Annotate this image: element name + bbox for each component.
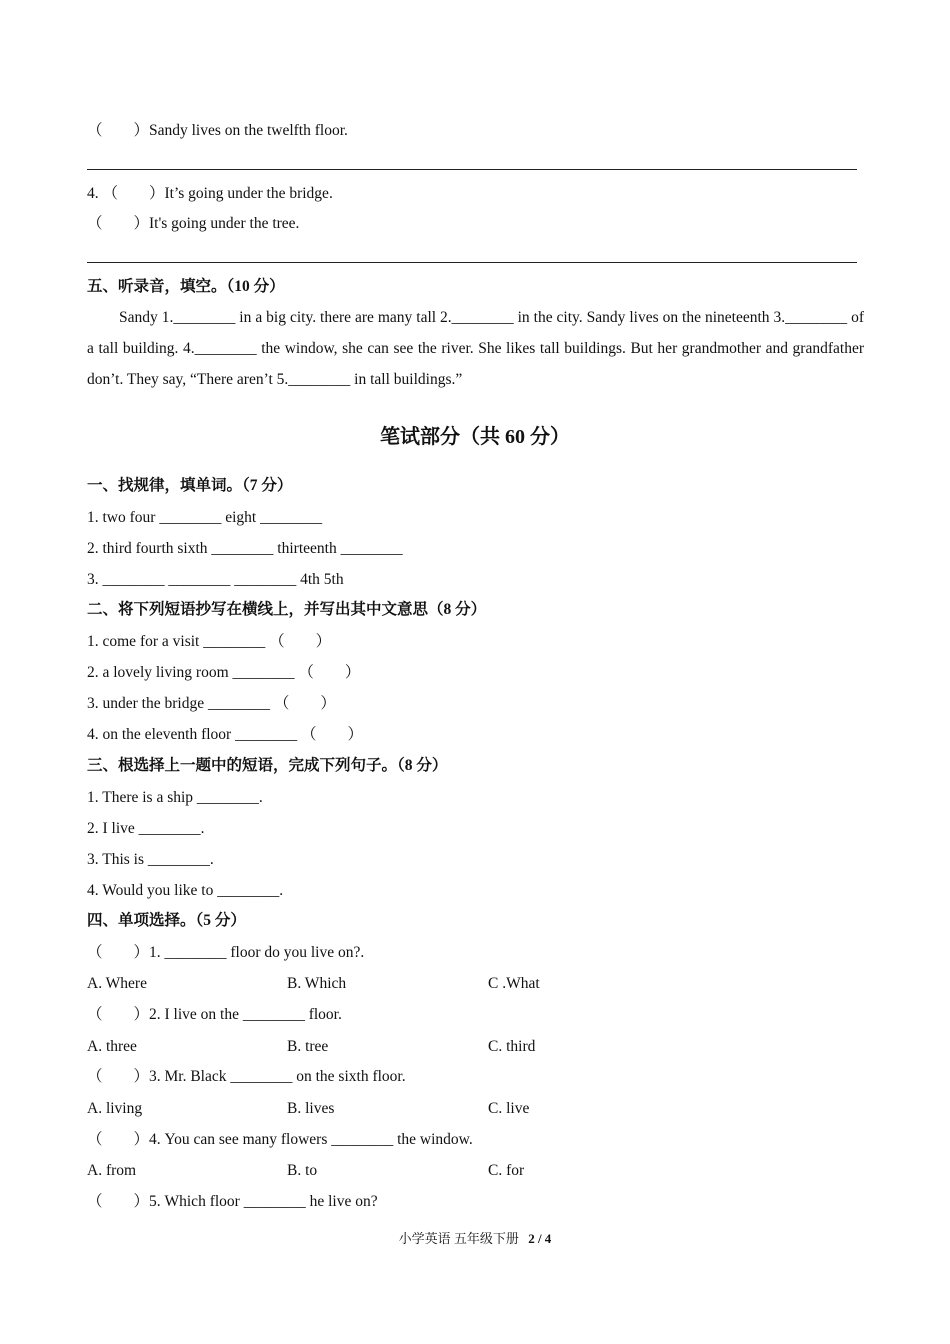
section-1-heading: 一、找规律，填单词。（7 分）	[87, 477, 293, 494]
section-1-item: 3. ________ ________ ________ 4th 5th	[87, 571, 344, 588]
listening-item-4b: （ ）It's going under the tree.	[87, 215, 300, 232]
section-2-item: 4. on the eleventh floor ________ （ ）	[87, 726, 363, 743]
section-5-paragraph: Sandy 1.________ in a big city. there are many tall 2.________ in the city. Sandy lives on the nineteenth 3.________ of a tall building. 4.________ the window, she can see the river. She likes tall buildings. But her grandmother and grandfather don’t. They say, “There aren’t 5.________ in tall buildings.”	[87, 309, 864, 388]
question-stem: （ ）2. I live on the ________ floor.	[87, 1006, 342, 1023]
section-1-item: 1. two four ________ eight ________	[87, 509, 323, 526]
question-stem: （ ）4. You can see many flowers ________ the window.	[87, 1131, 473, 1148]
section-3-item: 1. There is a ship ________.	[87, 789, 263, 806]
option-a: A. from	[87, 1162, 137, 1179]
section-4-heading: 四、单项选择。（5 分）	[87, 912, 246, 929]
section-3-item: 4. Would you like to ________.	[87, 882, 284, 899]
option-a: A. Where	[87, 975, 147, 992]
listening-item-3b: （ ）Sandy lives on the twelfth floor.	[87, 122, 348, 139]
option-c: C. third	[488, 1038, 536, 1055]
section-3-item: 3. This is ________.	[87, 851, 214, 868]
listening-item-4a: 4. （ ）It’s going under the bridge.	[87, 185, 333, 202]
section-2-item: 3. under the bridge ________ （ ）	[87, 695, 336, 712]
option-c: C. for	[488, 1162, 525, 1179]
answer-line-divider	[87, 169, 857, 170]
option-a: A. three	[87, 1038, 137, 1055]
option-b: B. tree	[287, 1038, 329, 1055]
written-part-title: 笔试部分（共 60 分）	[380, 426, 570, 448]
option-b: B. Which	[287, 975, 347, 992]
question-stem: （ ）3. Mr. Black ________ on the sixth floor.	[87, 1068, 406, 1085]
option-b: B. lives	[287, 1100, 335, 1117]
page-number: 2 / 4	[528, 1231, 552, 1246]
page-footer	[0, 1228, 950, 1247]
option-b: B. to	[287, 1162, 318, 1179]
section-5-heading: 五、听录音，填空。（10 分）	[87, 278, 285, 295]
question-stem: （ ）1. ________ floor do you live on?.	[87, 944, 365, 961]
section-1-item: 2. third fourth sixth ________ thirteenth ________	[87, 540, 403, 557]
question-stem: （ ）5. Which floor ________ he live on?	[87, 1193, 378, 1210]
section-3-heading: 三、根选择上一题中的短语，完成下列句子。（8 分）	[87, 757, 448, 774]
option-a: A. living	[87, 1100, 143, 1117]
section-2-item: 1. come for a visit ________ （ ）	[87, 633, 332, 650]
answer-line-divider	[87, 262, 857, 263]
option-c: C. live	[488, 1100, 530, 1117]
section-3-item: 2. I live ________.	[87, 820, 205, 837]
section-2-heading: 二、将下列短语抄写在横线上，并写出其中文意思（8 分）	[87, 601, 487, 618]
section-2-item: 2. a lovely living room ________ （ ）	[87, 664, 361, 681]
option-c: C .What	[488, 975, 540, 992]
footer-subject: 小学英语 五年级下册	[398, 1231, 519, 1246]
